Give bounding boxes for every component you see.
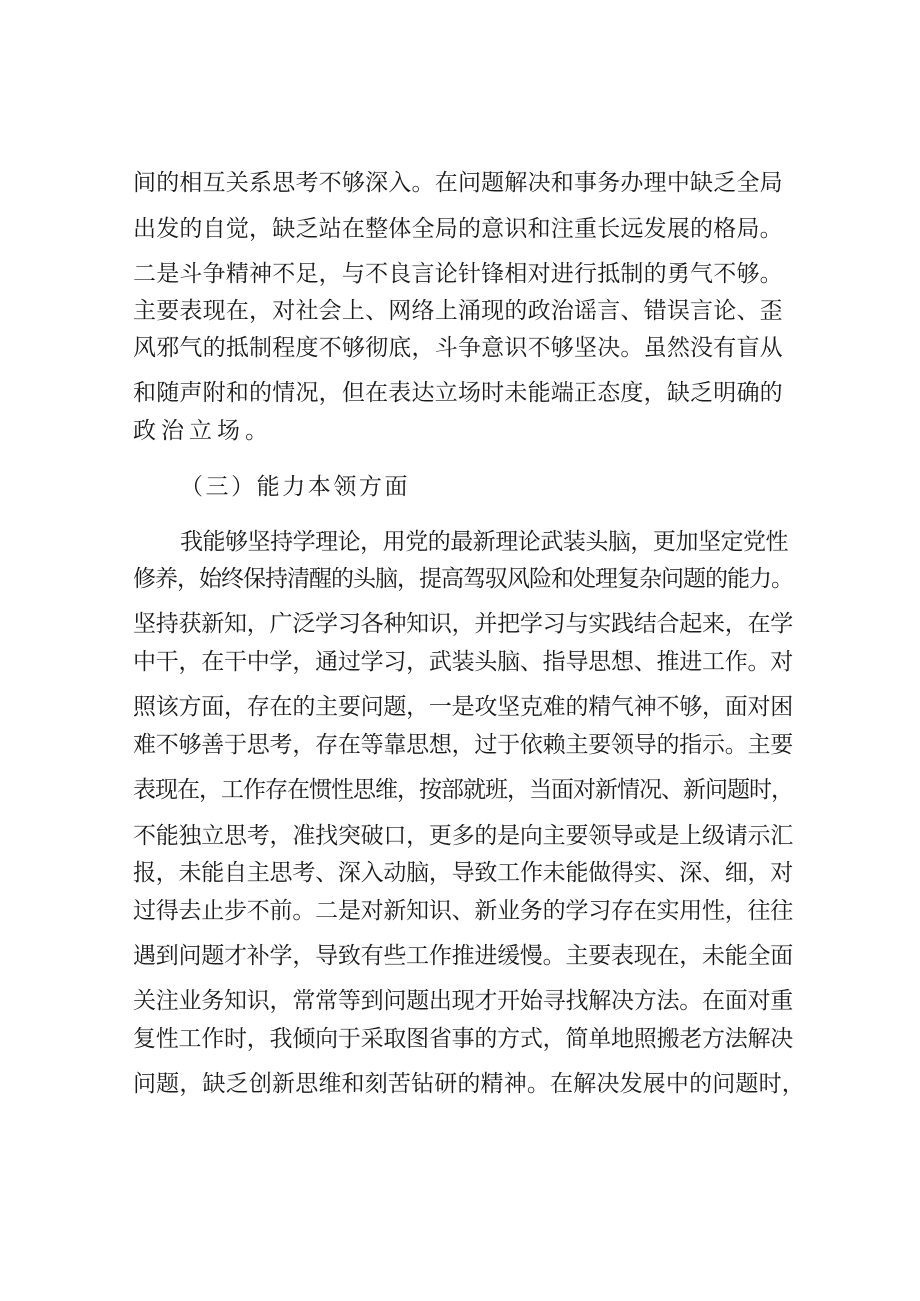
text-line: 不能独立思考，准找突破口，更多的是向主要领导或是上级请示汇	[133, 823, 794, 849]
text-line: 难不够善于思考，存在等靠思想，过于依赖主要领导的指示。主要	[133, 732, 794, 758]
text-line: 间的相互关系思考不够深入。在问题解决和事务办理中缺乏全局	[133, 170, 783, 196]
text-line: 修养，始终保持清醒的头脑，提高驾驭风险和处理复杂问题的能力。	[133, 566, 793, 592]
text-line: 中干，在干中学，通过学习，武装头脑、指导思想、推进工作。对	[133, 649, 794, 675]
text-line: 我能够坚持学理论，用党的最新理论武装头脑，更加坚定党性	[180, 529, 789, 555]
text-line: 政治立场。	[133, 418, 273, 444]
text-line: 出发的自觉，缺乏站在整体全局的意识和注重长远发展的格局。	[133, 216, 783, 242]
text-line: 遇到问题才补学，导致有些工作推进缓慢。主要表现在，未能全面	[133, 943, 794, 969]
text-line: 风邪气的抵制程度不够彻底，斗争意识不够坚决。虽然没有盲从	[133, 335, 783, 361]
text-line: 复性工作时，我倾向于采取图省事的方式，简单地照搬老方法解决	[133, 1026, 794, 1052]
text-line: 坚持获新知，广泛学习各种知识，并把学习与实践结合起来，在学	[133, 611, 794, 637]
text-line: 表现在，工作存在惯性思维，按部就班，当面对新情况、新问题时，	[133, 777, 793, 803]
text-line: 过得去止步不前。二是对新知识、新业务的学习存在实用性，往往	[133, 898, 794, 924]
section-heading: （三）能力本领方面	[180, 474, 411, 500]
text-line: 和随声附和的情况，但在表达立场时未能端正态度，缺乏明确的	[133, 380, 783, 406]
text-line: 问题，缺乏创新思维和刻苦钻研的精神。在解决发展中的问题时，	[133, 1071, 805, 1097]
text-line: 主要表现在，对社会上、网络上涌现的政治谣言、错误言论、歪	[133, 298, 783, 324]
text-line: 二是斗争精神不足，与不良言论针锋相对进行抵制的勇气不够。	[133, 261, 783, 287]
text-line: 报，未能自主思考、深入动脑，导致工作未能做得实、深、细，对	[133, 860, 794, 886]
text-line: 照该方面，存在的主要问题，一是攻坚克难的精气神不够，面对困	[133, 694, 794, 720]
text-line: 关注业务知识，常常等到问题出现才开始寻找解决方法。在面对重	[133, 988, 794, 1014]
